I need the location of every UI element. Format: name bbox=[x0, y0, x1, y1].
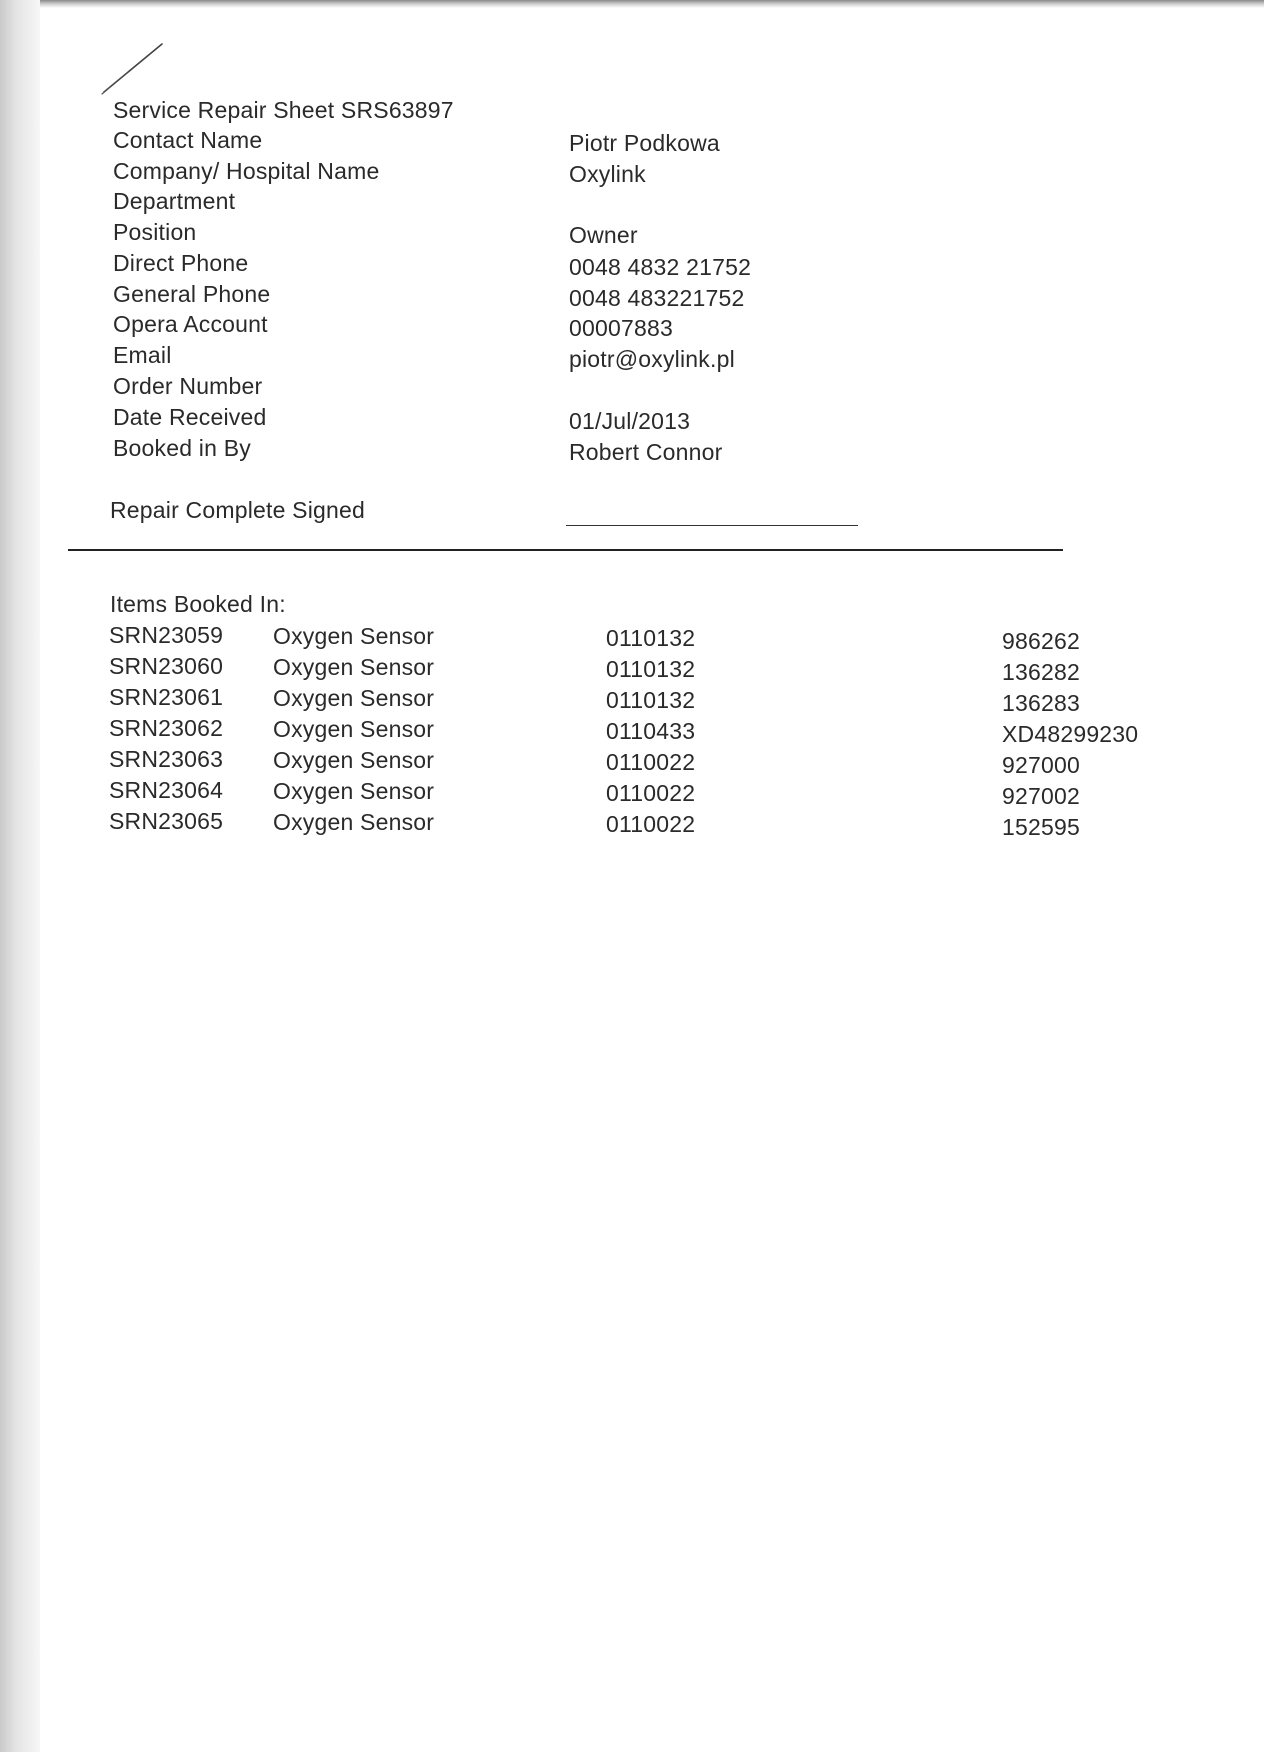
label-position: Position bbox=[113, 219, 197, 245]
value-position: Owner bbox=[569, 222, 638, 248]
item-part-number: 0110022 bbox=[606, 811, 696, 837]
label-email: Email bbox=[113, 342, 172, 368]
value-direct-phone: 0048 4832 21752 bbox=[569, 254, 752, 280]
item-description: Oxygen Sensor bbox=[273, 716, 435, 742]
value-date-received: 01/Jul/2013 bbox=[569, 408, 691, 434]
sheet-title: Service Repair Sheet SRS63897 bbox=[113, 97, 454, 123]
item-part-number: 0110022 bbox=[606, 749, 696, 775]
label-general-phone: General Phone bbox=[113, 281, 271, 307]
item-part-number: 0110132 bbox=[606, 656, 696, 682]
item-description: Oxygen Sensor bbox=[273, 654, 435, 680]
item-serial-number: 927000 bbox=[1002, 752, 1080, 778]
item-serial-number: 136282 bbox=[1002, 659, 1080, 685]
label-booked-in-by: Booked in By bbox=[113, 435, 251, 461]
item-srn: SRN23063 bbox=[109, 746, 224, 772]
item-srn: SRN23064 bbox=[109, 777, 224, 803]
value-company-name: Oxylink bbox=[569, 161, 646, 187]
value-email: piotr@oxylink.pl bbox=[569, 346, 735, 372]
label-company-name: Company/ Hospital Name bbox=[113, 158, 380, 184]
scan-left-edge bbox=[0, 0, 40, 1752]
item-description: Oxygen Sensor bbox=[273, 623, 435, 649]
item-description: Oxygen Sensor bbox=[273, 747, 435, 773]
signature-line bbox=[566, 525, 858, 526]
item-srn: SRN23065 bbox=[109, 808, 224, 834]
item-description: Oxygen Sensor bbox=[273, 809, 435, 835]
item-part-number: 0110132 bbox=[606, 687, 696, 713]
section-divider bbox=[68, 549, 1063, 551]
item-part-number: 0110022 bbox=[606, 780, 696, 806]
item-serial-number: XD48299230 bbox=[1002, 721, 1139, 747]
items-heading: Items Booked In: bbox=[110, 591, 286, 617]
item-serial-number: 152595 bbox=[1002, 814, 1080, 840]
scan-top-edge bbox=[40, 0, 1264, 8]
label-date-received: Date Received bbox=[113, 404, 267, 430]
value-booked-in-by: Robert Connor bbox=[569, 439, 723, 465]
item-serial-number: 927002 bbox=[1002, 783, 1080, 809]
label-contact-name: Contact Name bbox=[113, 127, 263, 153]
label-order-number: Order Number bbox=[113, 373, 263, 399]
signature-label: Repair Complete Signed bbox=[110, 497, 365, 523]
item-part-number: 0110132 bbox=[606, 625, 696, 651]
value-contact-name: Piotr Podkowa bbox=[569, 130, 720, 156]
value-general-phone: 0048 483221752 bbox=[569, 285, 745, 311]
item-srn: SRN23062 bbox=[109, 715, 224, 741]
label-direct-phone: Direct Phone bbox=[113, 250, 249, 276]
item-srn: SRN23061 bbox=[109, 684, 224, 710]
item-serial-number: 986262 bbox=[1002, 628, 1080, 654]
item-srn: SRN23059 bbox=[109, 622, 224, 648]
value-opera-account: 00007883 bbox=[569, 315, 673, 341]
item-serial-number: 136283 bbox=[1002, 690, 1080, 716]
item-description: Oxygen Sensor bbox=[273, 778, 435, 804]
item-description: Oxygen Sensor bbox=[273, 685, 435, 711]
pen-mark bbox=[100, 40, 170, 96]
item-part-number: 0110433 bbox=[606, 718, 696, 744]
item-srn: SRN23060 bbox=[109, 653, 224, 679]
label-opera-account: Opera Account bbox=[113, 311, 268, 337]
label-department: Department bbox=[113, 188, 236, 214]
